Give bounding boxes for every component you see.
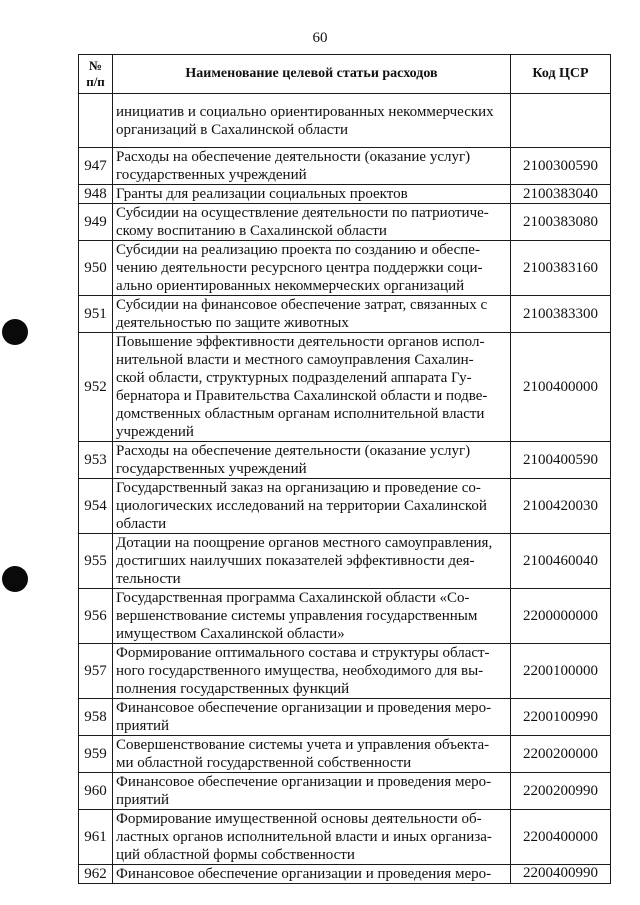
row-code: 2200100990 — [511, 699, 611, 736]
row-name: Финансовое обеспечение организации и проведения меро- — [113, 865, 511, 884]
row-number: 955 — [79, 534, 113, 589]
row-name: Формирование имущественной основы деятельности об- ластных органов исполнительной власти и иных организа- ций областной формы собственности — [113, 810, 511, 865]
table-row — [79, 736, 611, 773]
budget-codes-table — [78, 54, 611, 884]
row-name: инициатив и социально ориентированных некоммерческих организаций в Сахалинской области — [113, 94, 511, 148]
table-row — [79, 333, 611, 442]
row-name: Совершенствование системы учета и управления объекта- ми областной государственной собственности — [113, 736, 511, 773]
table-row — [79, 699, 611, 736]
row-number: 958 — [79, 699, 113, 736]
page-number: 60 — [312, 30, 328, 46]
row-code: 2100420030 — [511, 479, 611, 534]
row-code: 2100400000 — [511, 333, 611, 442]
row-number: 961 — [79, 810, 113, 865]
row-number — [79, 94, 113, 148]
table-row — [79, 479, 611, 534]
row-code: 2100383160 — [511, 241, 611, 296]
row-code: 2200400990 — [511, 865, 611, 884]
table-row — [79, 442, 611, 479]
table-row — [79, 589, 611, 644]
row-name: Государственная программа Сахалинской области «Со- вершенствование системы управления государственным имуществом Сахалинской области» — [113, 589, 511, 644]
row-name: Гранты для реализации социальных проектов — [113, 185, 511, 204]
row-code: 2200400000 — [511, 810, 611, 865]
binder-hole — [2, 566, 28, 592]
table-row — [79, 204, 611, 241]
table-row — [79, 534, 611, 589]
row-code: 2100460040 — [511, 534, 611, 589]
table-row — [79, 865, 611, 884]
row-number: 962 — [79, 865, 113, 884]
row-number: 953 — [79, 442, 113, 479]
row-name: Субсидии на осуществление деятельности по патриотиче- скому воспитанию в Сахалинской области — [113, 204, 511, 241]
row-name: Повышение эффективности деятельности органов испол- нительной власти и местного самоуправления Сахалин- ской области, структурных подразделений аппарата Гу- бернатора и Правительства Сахалинской области и подве- домственных областным органам исполнительной власти учреждений — [113, 333, 511, 442]
table-row — [79, 773, 611, 810]
table-row — [79, 296, 611, 333]
row-name: Расходы на обеспечение деятельности (оказание услуг) государственных учреждений — [113, 442, 511, 479]
row-name: Государственный заказ на организацию и проведение со- циологических исследований на территории Сахалинской области — [113, 479, 511, 534]
row-number: 954 — [79, 479, 113, 534]
row-name: Субсидии на финансовое обеспечение затрат, связанных с деятельностью по защите животных — [113, 296, 511, 333]
row-code: 2200000000 — [511, 589, 611, 644]
row-number: 949 — [79, 204, 113, 241]
table-row — [79, 148, 611, 185]
row-number: 950 — [79, 241, 113, 296]
row-code: 2100383040 — [511, 185, 611, 204]
binder-hole — [2, 319, 28, 345]
table-row — [79, 241, 611, 296]
row-code: 2100300590 — [511, 148, 611, 185]
row-name: Субсидии на реализацию проекта по созданию и обеспе- чению деятельности ресурсного центра поддержки соци- ально ориентированных некоммерческих организаций — [113, 241, 511, 296]
row-name: Финансовое обеспечение организации и проведения меро- приятий — [113, 773, 511, 810]
row-code: 2200100000 — [511, 644, 611, 699]
header-name: Наименование целевой статьи расходов — [113, 55, 511, 94]
row-code: 2200200000 — [511, 736, 611, 773]
row-number: 960 — [79, 773, 113, 810]
row-number: 957 — [79, 644, 113, 699]
table-row — [79, 185, 611, 204]
table-row — [79, 644, 611, 699]
table-row — [79, 810, 611, 865]
row-name: Финансовое обеспечение организации и проведения меро- приятий — [113, 699, 511, 736]
row-name: Расходы на обеспечение деятельности (оказание услуг) государственных учреждений — [113, 148, 511, 185]
table-row — [79, 94, 611, 148]
row-name: Формирование оптимального состава и структуры област- ного государственного имущества, необходимого для вы- полнения государственных функций — [113, 644, 511, 699]
row-number: 952 — [79, 333, 113, 442]
row-number: 951 — [79, 296, 113, 333]
row-code: 2200200990 — [511, 773, 611, 810]
row-number: 948 — [79, 185, 113, 204]
row-number: 947 — [79, 148, 113, 185]
header-code: Код ЦСР — [511, 55, 611, 94]
row-code: 2100383300 — [511, 296, 611, 333]
row-name: Дотации на поощрение органов местного самоуправления, достигших наилучших показателей эффективности дея- тельности — [113, 534, 511, 589]
row-number: 959 — [79, 736, 113, 773]
row-code: 2100383080 — [511, 204, 611, 241]
row-number: 956 — [79, 589, 113, 644]
row-code: 2100400590 — [511, 442, 611, 479]
table-header-row — [79, 55, 611, 94]
row-code — [511, 94, 611, 148]
header-num: № п/п — [79, 55, 113, 94]
